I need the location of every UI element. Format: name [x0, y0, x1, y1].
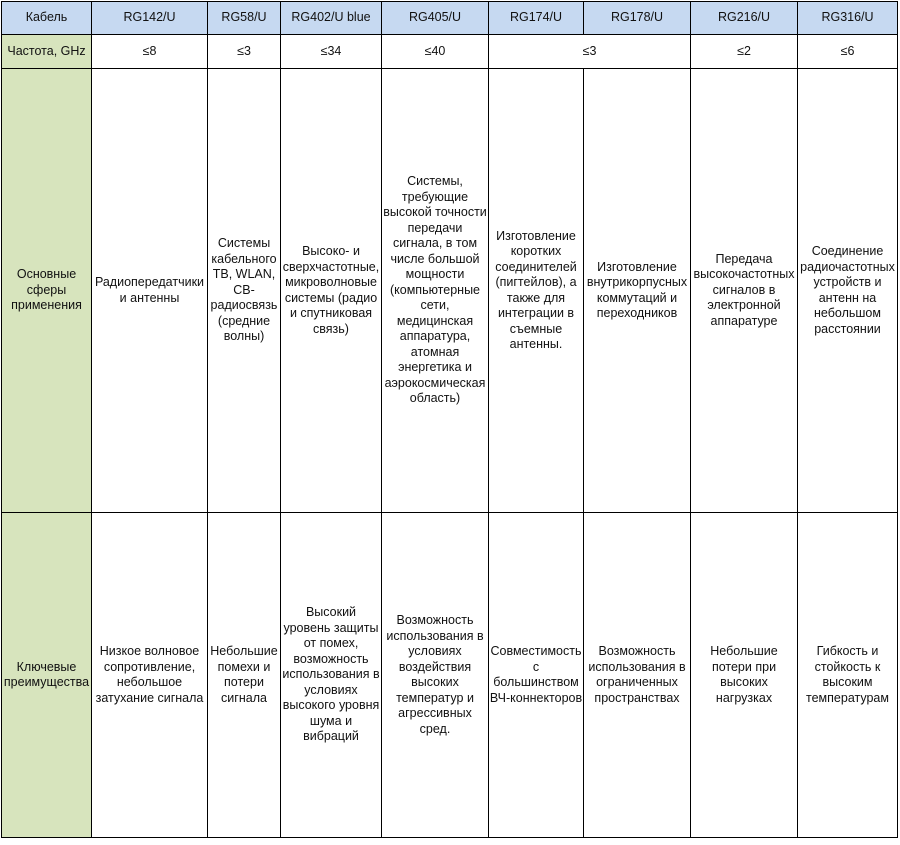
frequency-label: Частота, GHz — [2, 35, 92, 69]
frequency-cell-rg216u: ≤2 — [691, 35, 798, 69]
applications-label: Основные сферы применения — [2, 69, 92, 513]
header-cell-rg174u: RG174/U — [489, 2, 584, 35]
advantages-cell-rg142u: Низкое волновое сопротивление, небольшое затухание сигнала — [92, 513, 208, 838]
frequency-cell-rg405u: ≤40 — [382, 35, 489, 69]
applications-cell-rg174u: Изготовление коротких соединителей (пигтейлов), а также для интеграции в съемные антенны. — [489, 69, 584, 513]
header-cell-rg142u: RG142/U — [92, 2, 208, 35]
applications-cell-rg178u: Изготовление внутрикорпусных коммутаций и переходников — [584, 69, 691, 513]
header-cell-rg178u: RG178/U — [584, 2, 691, 35]
header-cell-rg58u: RG58/U — [208, 2, 281, 35]
applications-cell-rg316u: Соединение радиочастотных устройств и антенн на небольшом расстоянии — [798, 69, 898, 513]
advantages-cell-rg58u: Небольшие помехи и потери сигнала — [208, 513, 281, 838]
advantages-cell-rg316u: Гибкость и стойкость к высоким температурам — [798, 513, 898, 838]
applications-cell-rg405u: Системы, требующие высокой точности передачи сигнала, в том числе большой мощности (компьютерные сети, медицинская аппаратура, атомная энергетика и аэрокосмическая область) — [382, 69, 489, 513]
applications-cell-rg58u: Системы кабельного ТВ, WLAN, CB-радиосвязь (средние волны) — [208, 69, 281, 513]
header-cell-rg216u: RG216/U — [691, 2, 798, 35]
advantages-label: Ключевые преимущества — [2, 513, 92, 838]
advantages-row — [2, 513, 898, 838]
advantages-cell-rg405u: Возможность использования в условиях воздействия высоких температур и агрессивных сред. — [382, 513, 489, 838]
advantages-cell-rg178u: Возможность использования в ограниченных пространствах — [584, 513, 691, 838]
header-cell-rg405u: RG405/U — [382, 2, 489, 35]
advantages-cell-rg216u: Небольшие потери при высоких нагрузках — [691, 513, 798, 838]
applications-cell-rg142u: Радиопередатчики и антенны — [92, 69, 208, 513]
header-cell-rg402u-blue: RG402/U blue — [281, 2, 382, 35]
applications-cell-rg402u-blue: Высоко- и сверхчастотные, микроволновые системы (радио и спутниковая связь) — [281, 69, 382, 513]
frequency-row — [2, 35, 898, 69]
frequency-cell-rg174u-rg178u: ≤3 — [489, 35, 691, 69]
frequency-cell-rg316u: ≤6 — [798, 35, 898, 69]
header-cell-cable: Кабель — [2, 2, 92, 35]
cable-comparison-table — [1, 1, 898, 838]
applications-row — [2, 69, 898, 513]
frequency-cell-rg58u: ≤3 — [208, 35, 281, 69]
advantages-cell-rg174u: Совместимость с большинством ВЧ-коннекторов — [489, 513, 584, 838]
frequency-cell-rg402u-blue: ≤34 — [281, 35, 382, 69]
header-cell-rg316u: RG316/U — [798, 2, 898, 35]
applications-cell-rg216u: Передача высокочастотных сигналов в электронной аппаратуре — [691, 69, 798, 513]
advantages-cell-rg402u-blue: Высокий уровень защиты от помех, возможность использования в условиях высокого уровня шума и вибраций — [281, 513, 382, 838]
header-row — [2, 2, 898, 35]
frequency-cell-rg142u: ≤8 — [92, 35, 208, 69]
